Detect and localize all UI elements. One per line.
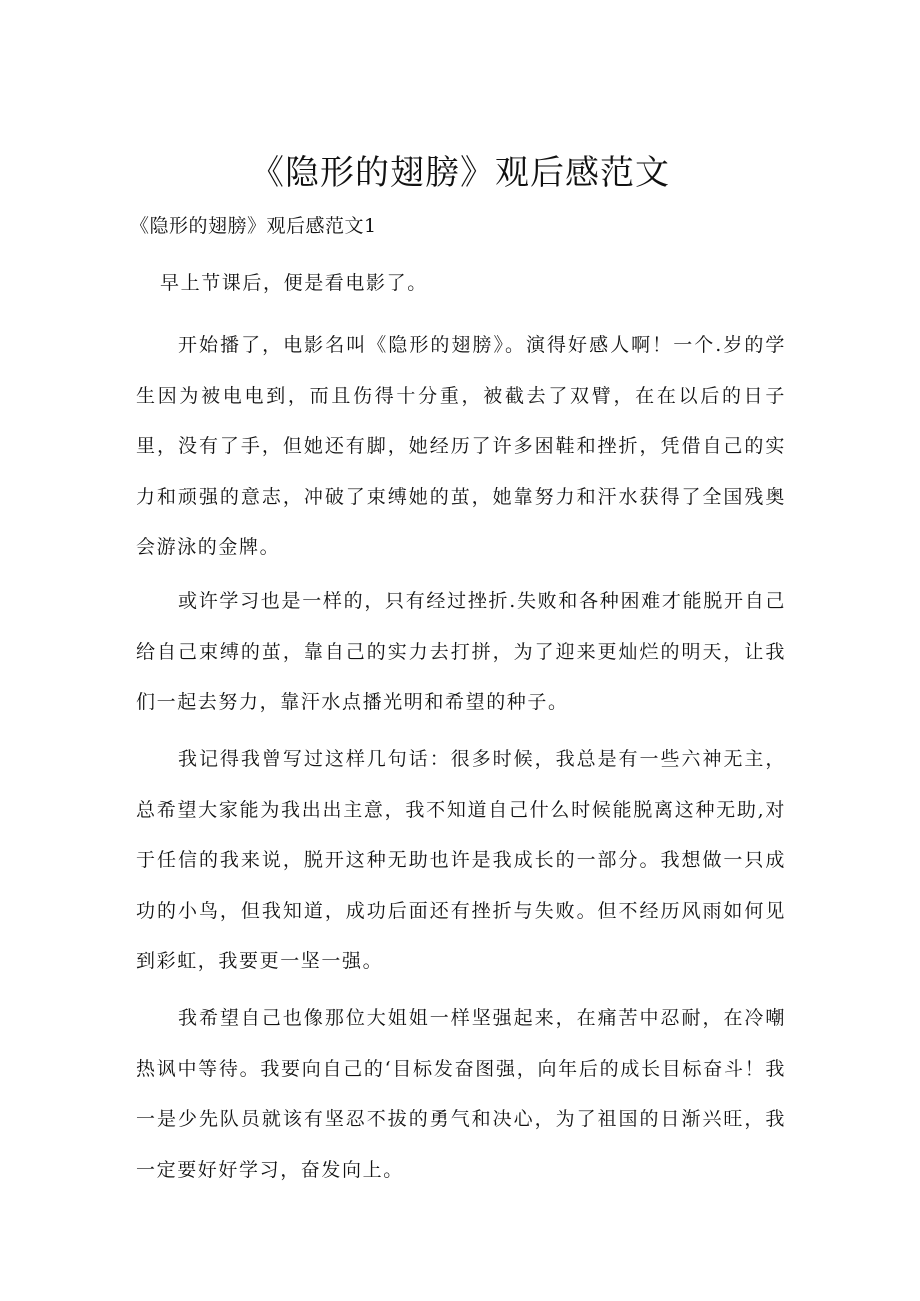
paragraph-3: 或许学习也是一样的，只有经过挫折.失败和各种困难才能脱开自己给自己束缚的茧，靠自己的实力去打拼，为了迎来更灿烂的明天，让我们一起去努力，靠汗水点播光明和希望的种子。 — [136, 590, 786, 713]
paragraph-5: 我希望自己也像那位大姐姐一样坚强起来，在痛苦中忍耐，在冷嘲热讽中等待。我要向自己的‘目标发奋图强，向年后的成长目标奋斗！我一是少先队员就该有坚忍不拔的勇气和决心，为了祖国的日渐兴旺，我一定要好好学习，奋发向上。 — [136, 1007, 786, 1181]
page-title: 《隐形的翅膀》观后感范文 — [250, 153, 670, 193]
paragraph-4: 我记得我曾写过这样几句话：很多时候，我总是有一些六神无主，总希望大家能为我出出主意，我不知道自己什么时候能脱离这种无助,对于任信的我来说，脱开这种无助也许是我成长的一部分。我想做一只成功的小鸟，但我知道，成功后面还有挫折与失败。但不经历风雨如何见到彩虹，我要更一坚一强。 — [136, 748, 786, 972]
paragraph-1: 早上节课后，便是看电影了。 — [160, 272, 428, 294]
paragraph-2: 开始播了，电影名叫《隐形的翅膀》。演得好感人啊！一个.岁的学生因为被电电到，而且伤得十分重，被截去了双臂，在在以后的日子里，没有了手，但她还有脚，她经历了许多困鞋和挫折，凭借自己的实力和顽强的意志，冲破了束缚她的茧，她靠努力和汗水获得了全国残奥会游泳的金牌。 — [136, 334, 786, 558]
section-subtitle: 《隐形的翅膀》观后感范文1 — [130, 215, 377, 237]
